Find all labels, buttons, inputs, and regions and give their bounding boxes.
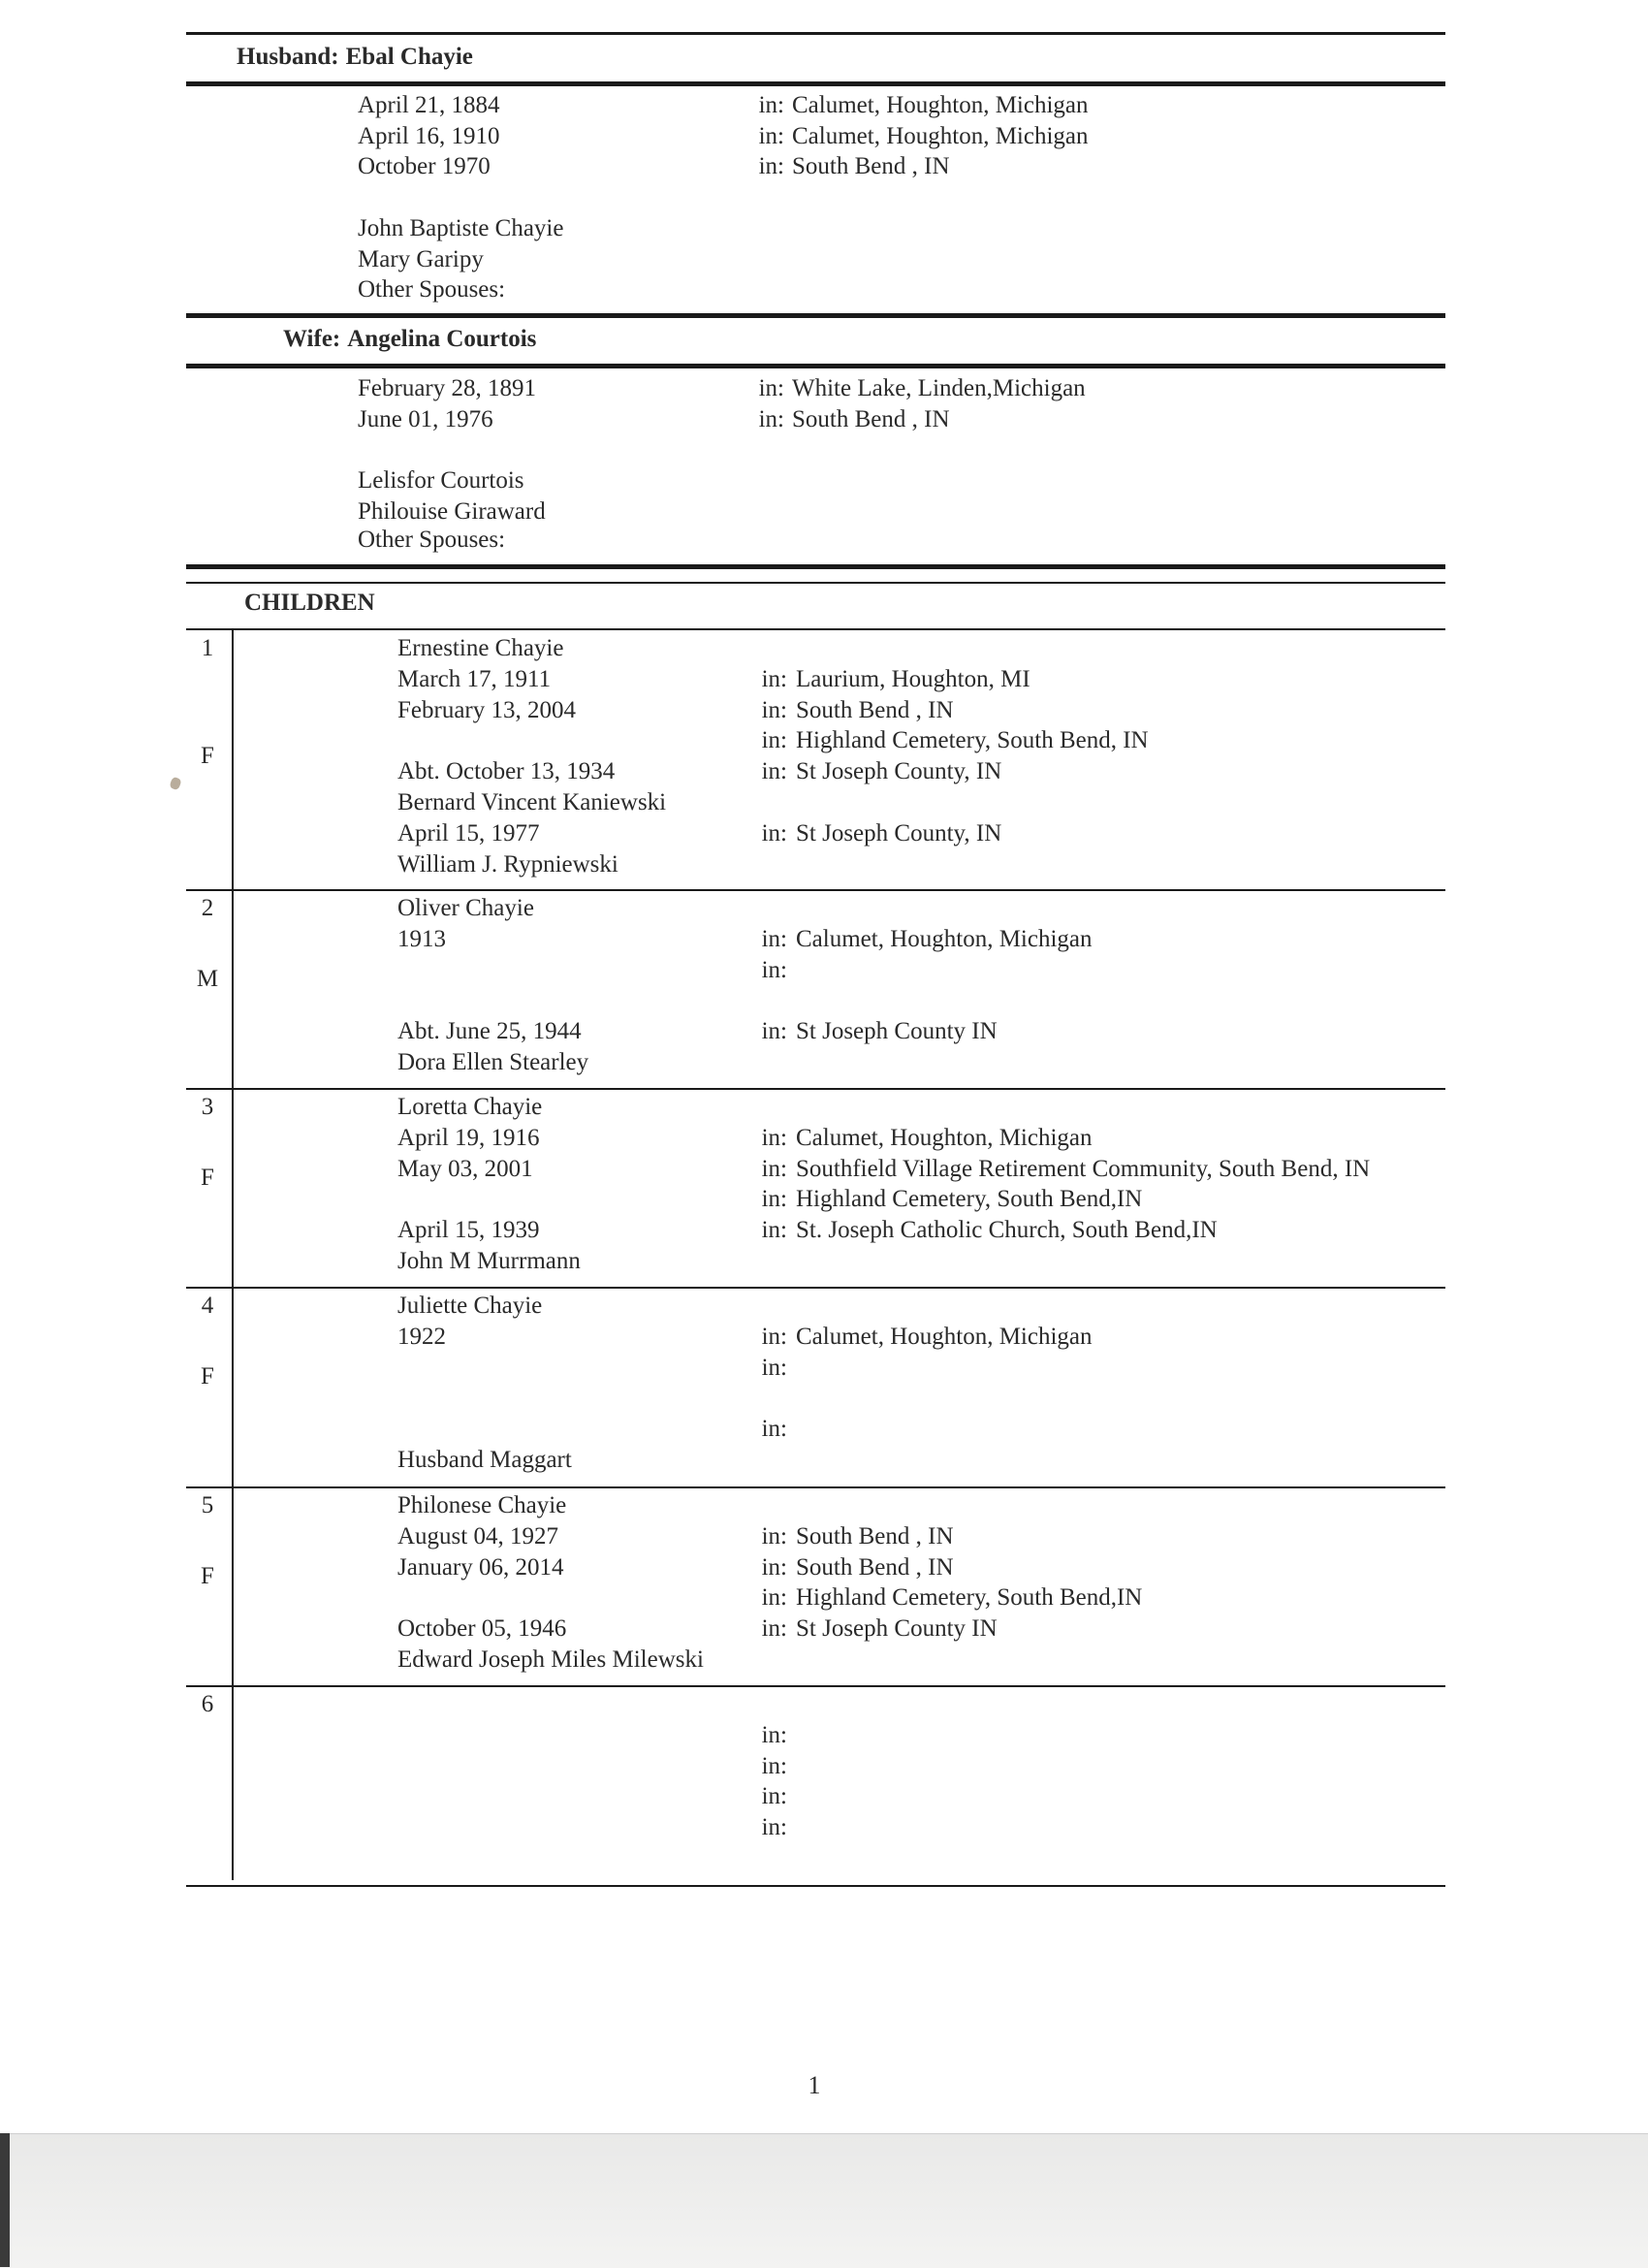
child-separator [186, 1486, 1445, 1488]
child-in-label: in: [761, 1018, 787, 1045]
children-top-rule [186, 564, 1445, 569]
wife-in-label: in: [758, 375, 784, 401]
child-row-value: April 15, 1977 [397, 819, 540, 847]
child-place: Southfield Village Retirement Community, South Bend, IN [796, 1155, 1371, 1182]
husband-row-value: John Baptiste Chayie [358, 214, 564, 241]
child-in-label: in: [761, 696, 787, 723]
children-heading: CHILDREN [244, 590, 375, 616]
wife-heading [283, 325, 536, 354]
child-in-label: in: [761, 1522, 787, 1549]
child-place: Highland Cemetery, South Bend, IN [796, 727, 1149, 754]
wife-heading-label: Wife: [283, 326, 341, 352]
child-row-value: Bernard Vincent Kaniewski [397, 789, 667, 815]
child-in-label: in: [761, 1354, 787, 1381]
child-in-label: in: [761, 1752, 787, 1779]
husband-rule [186, 81, 1445, 86]
husband-row-value: April 21, 1884 [358, 92, 500, 118]
child-in-label: in: [761, 1124, 787, 1151]
child-in-label: in: [761, 665, 787, 692]
child-separator [186, 1685, 1445, 1687]
child-row-value: August 04, 1927 [397, 1522, 558, 1549]
child-separator [186, 1287, 1445, 1289]
child-row-value: January 06, 2014 [397, 1553, 564, 1581]
wife-row-value: Philouise Giraward [358, 497, 546, 525]
child-row-value: April 15, 1939 [397, 1217, 540, 1244]
child-in-label: in: [761, 1217, 787, 1244]
child-in-label: in: [761, 1155, 787, 1182]
child-in-label: in: [761, 1814, 787, 1841]
paper-speck [169, 777, 182, 791]
child-sex: F [201, 1562, 214, 1589]
child-row-value: 1913 [397, 925, 446, 952]
wife-row-value: Lelisfor Courtois [358, 467, 524, 495]
child-row-value: William J. Rypniewski [397, 850, 618, 878]
top-rule [186, 32, 1445, 35]
child-sex: M [196, 965, 219, 992]
child-row-value: 1922 [397, 1323, 446, 1350]
child-place: St Joseph County IN [796, 1018, 998, 1045]
scanner-margin [0, 2133, 1648, 2268]
child-row-value: Juliette Chayie [397, 1293, 543, 1319]
husband-place: Calumet, Houghton, Michigan [792, 92, 1089, 118]
child-place: South Bend , IN [796, 1522, 954, 1549]
wife-place: South Bend , IN [792, 405, 950, 432]
wife-other-spouses-label: Other Spouses: [358, 527, 506, 553]
child-number: 5 [201, 1492, 214, 1518]
child-row-value: March 17, 1911 [397, 665, 552, 692]
husband-place: South Bend , IN [792, 153, 950, 180]
child-row-value: John M Murrmann [397, 1248, 581, 1274]
wife-row-value: June 01, 1976 [358, 405, 493, 432]
child-place: South Bend , IN [796, 1553, 954, 1581]
child-in-label: in: [761, 1553, 787, 1581]
child-row-value: Abt. June 25, 1944 [397, 1018, 582, 1045]
page-number: 1 [808, 2071, 821, 2099]
child-row-value: Husband Maggart [397, 1447, 572, 1473]
child-in-label: in: [761, 925, 787, 952]
child-separator [186, 1885, 1445, 1887]
husband-in-label: in: [758, 153, 784, 180]
child-in-label: in: [761, 1186, 787, 1213]
child-place: St Joseph County IN [796, 1615, 998, 1643]
husband-row-value: April 16, 1910 [358, 122, 500, 149]
child-sex: F [201, 1362, 214, 1390]
child-in-label: in: [761, 727, 787, 754]
child-row-value: Oliver Chayie [397, 895, 534, 921]
child-row-value: April 19, 1916 [397, 1124, 540, 1151]
husband-heading-label: Husband: [237, 44, 339, 70]
husband-in-label: in: [758, 122, 784, 149]
child-place: St. Joseph Catholic Church, South Bend,IN [796, 1217, 1218, 1244]
child-in-label: in: [761, 819, 787, 847]
husband-name: Ebal Chayie [345, 44, 473, 70]
child-row-value: October 05, 1946 [397, 1615, 567, 1643]
child-number: 4 [201, 1293, 214, 1319]
wife-in-label: in: [758, 405, 784, 432]
child-row-value: Loretta Chayie [397, 1094, 543, 1120]
child-place: Highland Cemetery, South Bend,IN [796, 1186, 1143, 1213]
child-in-label: in: [761, 758, 787, 785]
wife-place: White Lake, Linden,Michigan [792, 375, 1086, 401]
child-place: Highland Cemetery, South Bend,IN [796, 1584, 1143, 1612]
husband-in-label: in: [758, 92, 784, 118]
child-place: Calumet, Houghton, Michigan [796, 1323, 1093, 1350]
child-row-value: Edward Joseph Miles Milewski [397, 1646, 704, 1673]
wife-row-value: February 28, 1891 [358, 375, 536, 401]
child-row-value: February 13, 2004 [397, 696, 576, 723]
child-row-value: Ernestine Chayie [397, 635, 564, 661]
wife-name: Angelina Courtois [347, 326, 537, 352]
child-separator [186, 1088, 1445, 1090]
child-place: St Joseph County, IN [796, 819, 1002, 847]
child-place: St Joseph County, IN [796, 758, 1002, 785]
wife-rule [186, 364, 1445, 368]
child-in-label: in: [761, 1615, 787, 1643]
child-number: 6 [201, 1691, 214, 1717]
child-in-label: in: [761, 1783, 787, 1810]
child-sex: F [201, 1164, 214, 1191]
husband-other-spouses-label: Other Spouses: [358, 276, 506, 303]
scanner-shadow [0, 2133, 10, 2267]
child-place: Calumet, Houghton, Michigan [796, 925, 1093, 952]
children-column-divider [232, 629, 234, 1880]
child-row-value: Philonese Chayie [397, 1492, 567, 1518]
child-separator [186, 889, 1445, 891]
child-in-label: in: [761, 1323, 787, 1350]
child-in-label: in: [761, 956, 787, 983]
child-row-value: May 03, 2001 [397, 1155, 533, 1182]
child-place: Calumet, Houghton, Michigan [796, 1124, 1093, 1151]
husband-heading [237, 43, 473, 72]
child-in-label: in: [761, 1721, 787, 1748]
child-in-label: in: [761, 1584, 787, 1612]
children-second-rule [186, 582, 1445, 584]
husband-place: Calumet, Houghton, Michigan [792, 122, 1089, 149]
child-number: 3 [201, 1094, 214, 1120]
wife-top-rule [186, 313, 1445, 318]
child-number: 2 [201, 895, 214, 921]
children-header-rule [186, 628, 1445, 630]
husband-row-value: October 1970 [358, 153, 491, 180]
husband-row-value: Mary Garipy [358, 245, 484, 272]
child-number: 1 [201, 635, 214, 661]
child-row-value: Abt. October 13, 1934 [397, 758, 616, 785]
child-sex: F [201, 743, 214, 770]
child-place: Laurium, Houghton, MI [796, 665, 1030, 692]
child-place: South Bend , IN [796, 696, 954, 723]
child-in-label: in: [761, 1416, 787, 1443]
child-row-value: Dora Ellen Stearley [397, 1049, 589, 1075]
